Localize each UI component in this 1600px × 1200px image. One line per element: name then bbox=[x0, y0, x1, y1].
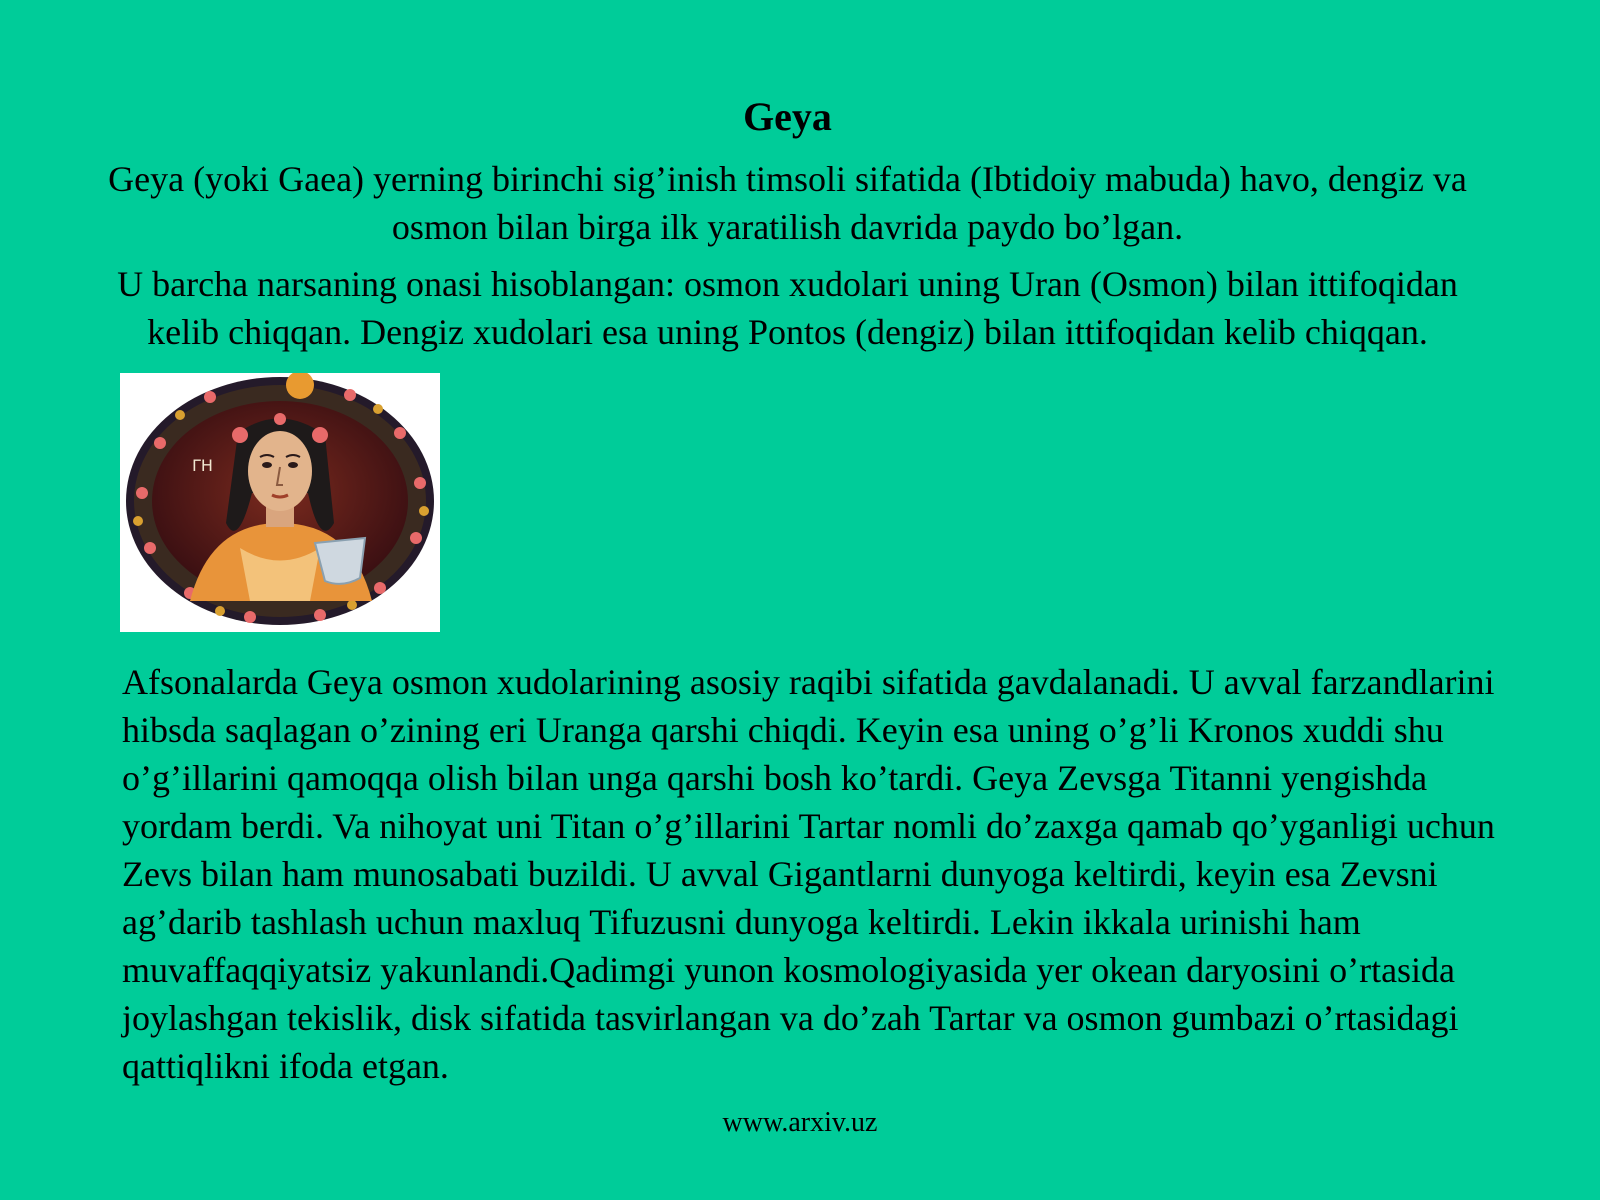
portrait-inscription: ΓΗ bbox=[192, 456, 213, 475]
body-paragraph: Afsonalarda Geya osmon xudolarining asosiy raqibi sifatida gavdalanadi. U avval farzandlarini hibsda saqlagan o’zining eri Uranga qarshi chiqdi. Keyin esa uning o’g’li Kronos xuddi shu o’g’illarini qamoqqa olish bilan unga qarshi bosh ko’tardi. Geya Zevsga Titanni yengishda yordam berdi. Va nihoyat uni Titan o’g’illarini Tartar nomli do’zaxga qamab qo’yganligi uchun Zevs bilan ham munosabati buzildi. U avval Gigantlarni dunyoga keltirdi, keyin esa Zevsni ag’darib tashlash uchun maxluq Tifuzusni dunyoga keltirdi. Lekin ikkala urinishi ham muvaffaqqiyatsiz yakunlandi.Qadimgi yunon kosmologiyasida yer okean daryosini o’rtasida joylashgan tekislik, disk sifatida tasvirlangan va do’zah Tartar va osmon gumbazi o’rtasidagi qattiqlikni ifoda etgan. bbox=[122, 662, 1495, 1086]
intro-paragraph-2: U barcha narsaning onasi hisoblangan: osmon xudolari uning Uran (Osmon) bilan ittifoqidan kelib chiqqan. Dengiz xudolari esa uning Pontos (dengiz) bilan ittifoqidan kelib chiqqan. bbox=[117, 264, 1458, 352]
body-text bbox=[122, 658, 1542, 1090]
slide-title: Geya bbox=[743, 94, 832, 139]
footer-url: www.arxiv.uz bbox=[722, 1107, 878, 1138]
gaia-portrait-image bbox=[120, 373, 440, 632]
intro-paragraph-1: Geya (yoki Gaea) yerning birinchi sig’inish timsoli sifatida (Ibtidoiy mabuda) havo, dengiz va osmon bilan birga ilk yaratilish davrida paydo bo’lgan. bbox=[108, 159, 1467, 247]
gaia-medallion-icon bbox=[120, 373, 440, 632]
intro-text bbox=[100, 155, 1475, 356]
